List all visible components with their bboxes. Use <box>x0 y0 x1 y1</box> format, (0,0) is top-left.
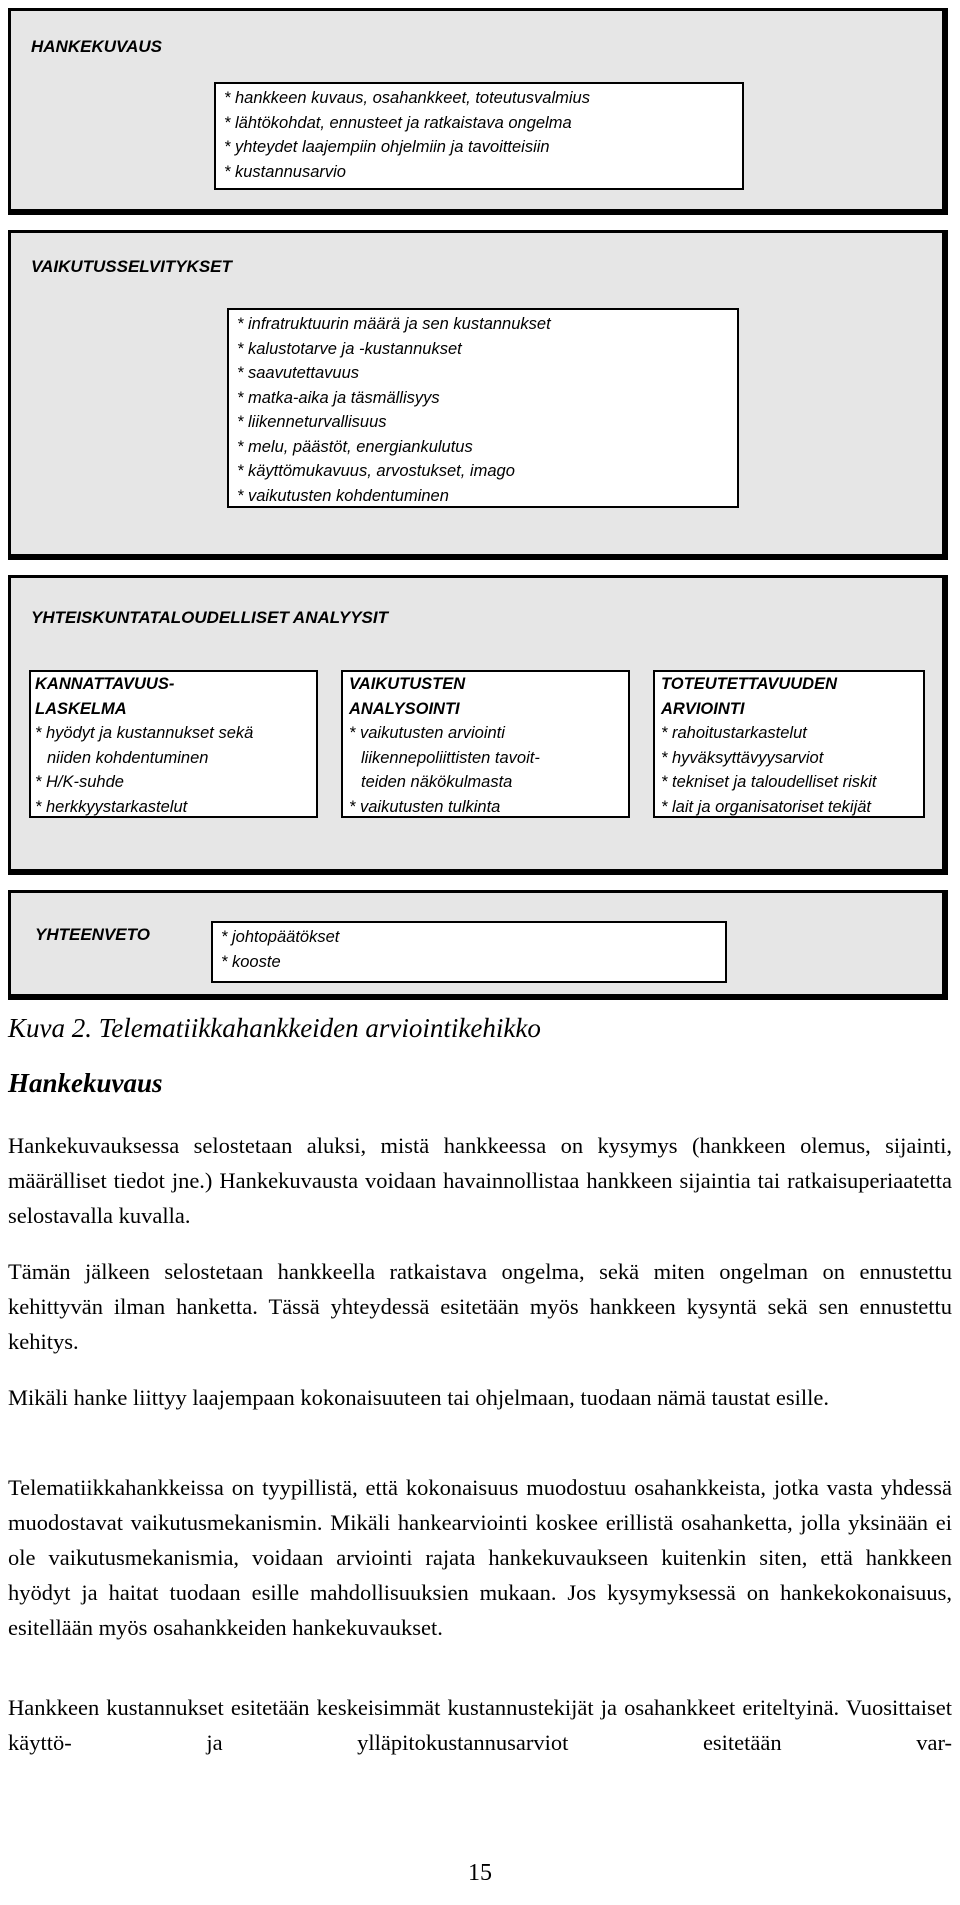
list-item: * lähtökohdat, ennusteet ja ratkaistava ongelma <box>224 113 572 132</box>
analyysit-box <box>8 575 948 875</box>
column-title: ARVIOINTI <box>661 699 745 718</box>
list-item: * tekniset ja taloudelliset riskit <box>661 773 877 791</box>
list-item: * saavutettavuus <box>237 364 359 382</box>
kannattavuus-column <box>29 670 318 818</box>
list-item: * kalustotarve ja -kustannukset <box>237 339 462 358</box>
list-item: teiden näkökulmasta <box>361 773 513 791</box>
yhteenveto-title: YHTEENVETO <box>35 925 150 944</box>
analyysit-title: YHTEISKUNTATALOUDELLISET ANALYYSIT <box>31 608 388 627</box>
list-item: * lait ja organisatoriset tekijät <box>661 797 872 816</box>
hankekuvaus-title: HANKEKUVAUS <box>31 37 162 56</box>
list-item: * rahoitustarkastelut <box>661 724 807 742</box>
list-item: * kustannusarvio <box>224 162 346 181</box>
paragraph: Tämän jälkeen selostetaan hankkeella ratkaistava ongelma, sekä miten ongelman on ennustettu kehittyvän ilman hanketta. Tässä yhteydessä esitetään myös hankkeen kysyntä sekä sen ennustettu kehitys. <box>8 1259 952 1354</box>
list-item: * johtopäätökset <box>221 928 340 946</box>
list-item: niiden kohdentuminen <box>47 748 209 767</box>
column-title: ANALYSOINTI <box>349 699 460 718</box>
list-item: * herkkyystarkastelut <box>35 797 188 816</box>
yhteenveto-list <box>211 921 727 983</box>
list-item: * vaikutusten kohdentuminen <box>237 486 449 505</box>
list-item: liikennepoliittisten tavoit- <box>361 748 540 767</box>
list-item: * käyttömukavuus, arvostukset, imago <box>237 462 515 480</box>
vaikutusselvitykset-box <box>8 230 948 560</box>
list-item: * hyväksyttävyysarviot <box>661 748 824 767</box>
toteutettavuus-column <box>653 670 925 818</box>
column-title: KANNATTAVUUS- <box>35 675 175 693</box>
column-title: TOTEUTETTAVUUDEN <box>661 675 837 693</box>
paragraph: Mikäli hanke liittyy laajempaan kokonaisuuteen tai ohjelmaan, tuodaan nämä taustat esille. <box>8 1385 829 1410</box>
figure-caption: Kuva 2. Telematiikkahankkeiden arviointikehikko <box>8 1013 541 1043</box>
paragraph: Hankekuvauksessa selostetaan aluksi, mistä hankkeessa on kysymys (hankkeen olemus, sijainti, määrälliset tiedot jne.) Hankekuvausta voidaan havainnollistaa hankkeen sijaintia tai ratkaisuperiaatetta selostavalla kuvalla. <box>8 1133 952 1228</box>
vaikutusten-analysointi-column <box>341 670 630 818</box>
list-item: * vaikutusten tulkinta <box>349 797 501 816</box>
list-item: * infratruktuurin määrä ja sen kustannukset <box>237 315 551 333</box>
list-item: * H/K-suhde <box>35 773 124 791</box>
vaikutusselvitykset-list <box>227 308 739 508</box>
column-title: LASKELMA <box>35 699 127 718</box>
list-item: * vaikutusten arviointi <box>349 724 505 742</box>
section-heading: Hankekuvaus <box>8 1068 163 1098</box>
list-item: * yhteydet laajempiin ohjelmiin ja tavoitteisiin <box>224 138 550 156</box>
paragraph: Telematiikkahankkeissa on tyypillistä, että kokonaisuus muodostuu osahankkeista, jotka vasta yhdessä muodostavat vaikutusmekanismin. Mikäli hankearviointi koskee erillistä osahanketta, jolla yksinään ei ole vaikutusmekanismia, voidaan arviointi rajata hankekuvaukseen kuitenkin siten, että hankkeen hyödyt ja haitat tuodaan esille mahdollisuuksien mukaan. Jos kysymyksessä on hankekokonaisuus, esitellään myös osahankkeiden hankekuvaukset. <box>8 1475 952 1640</box>
list-item: * matka-aika ja täsmällisyys <box>237 388 440 407</box>
column-title: VAIKUTUSTEN <box>349 675 466 693</box>
page-number: 15 <box>468 1860 492 1886</box>
vaikutusselvitykset-title: VAIKUTUSSELVITYKSET <box>31 257 232 276</box>
list-item: * hyödyt ja kustannukset sekä <box>35 724 254 742</box>
list-item: * melu, päästöt, energiankulutus <box>237 437 473 456</box>
list-item: * liikenneturvallisuus <box>237 413 387 431</box>
yhteenveto-box <box>8 890 948 1000</box>
hankekuvaus-list <box>214 82 744 190</box>
paragraph: Hankkeen kustannukset esitetään keskeisimmät kustannustekijät ja osahankkeet eriteltyinä. Vuosittaiset käyttö- ja ylläpitokustannusarviot esitetään var- <box>8 1695 952 1755</box>
hankekuvaus-box <box>8 8 948 215</box>
list-item: * kooste <box>221 952 281 971</box>
list-item: * hankkeen kuvaus, osahankkeet, toteutusvalmius <box>224 89 590 107</box>
